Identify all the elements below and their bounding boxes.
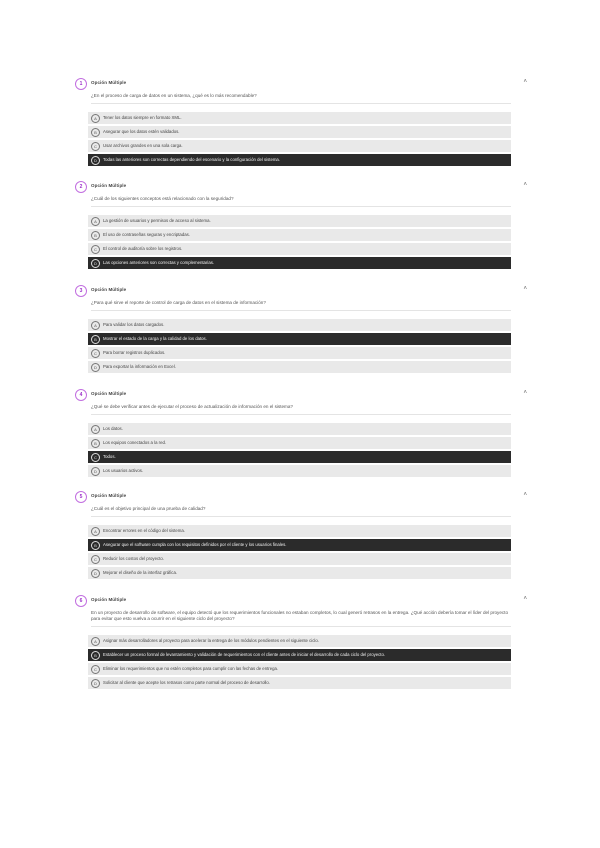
option-text: Las opciones anteriores son correctas y complementarias. [103, 260, 215, 265]
option-letter: D [91, 259, 100, 268]
question-3 [75, 285, 527, 375]
option-text: Eliminar los requerimientos que no estén completos para cumplir con las fechas de entrega. [103, 666, 279, 671]
option-text: Asignar más desarrolladores al proyecto para acelerar la entrega de los módulos pendientes en el siguiente ciclo. [103, 638, 319, 643]
divider [91, 103, 511, 104]
question-text: ¿Cuál es el objetivo principal de una prueba de calidad? [91, 506, 206, 511]
question-text: ¿Para qué sirve el reporte de control de carga de datos en el sistema de información? [91, 300, 266, 305]
question-6 [75, 595, 527, 691]
option-text: Para borrar registros duplicados. [103, 350, 166, 355]
question-type-label: Opción Múltiple [91, 493, 127, 498]
option-text: El uso de contraseñas seguras y encriptadas. [103, 232, 190, 237]
option-letter: B [91, 128, 100, 137]
option-text: La gestión de usuarios y permisos de acceso al sistema. [103, 218, 211, 223]
question-2 [75, 181, 527, 271]
question-header [75, 389, 527, 403]
option-b-selected[interactable] [88, 333, 511, 345]
options-list [88, 525, 511, 579]
option-letter: C [91, 349, 100, 358]
option-letter: C [91, 555, 100, 564]
option-a[interactable] [88, 635, 511, 647]
question-text: ¿Qué se debe verificar antes de ejecutar el proceso de actualización de información en el sistema? [91, 404, 293, 409]
divider [91, 516, 511, 517]
question-type-label: Opción Múltiple [91, 183, 127, 188]
chevron-up-icon[interactable]: ˄ [523, 79, 527, 85]
question-header [75, 595, 527, 609]
option-letter: D [91, 156, 100, 165]
options-list [88, 319, 511, 373]
option-a[interactable] [88, 525, 511, 537]
option-letter: D [91, 569, 100, 578]
option-d-selected[interactable] [88, 257, 511, 269]
chevron-up-icon[interactable]: ˄ [523, 596, 527, 602]
question-text: ¿Cuál de los siguientes conceptos está relacionado con la seguridad? [91, 196, 234, 201]
option-text: Solicitar al cliente que acepte los retrasos como parte normal del proceso de desarrollo. [103, 680, 270, 685]
option-c-selected[interactable] [88, 451, 511, 463]
option-text: Asegurar que el software cumpla con los requisitos definidos por el cliente y los usuarios finales. [103, 542, 287, 547]
option-letter: B [91, 231, 100, 240]
option-b[interactable] [88, 437, 511, 449]
option-letter: A [91, 321, 100, 330]
option-letter: B [91, 335, 100, 344]
option-text: Para validar los datos cargados. [103, 322, 165, 327]
option-letter: B [91, 651, 100, 660]
question-4 [75, 389, 527, 479]
question-header [75, 285, 527, 299]
option-text: Establecer un proceso formal de levantamiento y validación de requerimientos con el cliente antes de iniciar el desarrollo de cada ciclo del proyecto. [103, 652, 386, 657]
question-1 [75, 78, 527, 168]
option-text: Usar archivos grandes en una sola carga. [103, 143, 183, 148]
options-list [88, 635, 511, 689]
option-b[interactable] [88, 126, 511, 138]
option-a[interactable] [88, 319, 511, 331]
divider [91, 206, 511, 207]
option-text: Todos. [103, 454, 116, 459]
question-number-badge: 2 [75, 181, 87, 193]
question-type-label: Opción Múltiple [91, 287, 127, 292]
option-d[interactable] [88, 361, 511, 373]
question-type-label: Opción Múltiple [91, 391, 127, 396]
option-d[interactable] [88, 677, 511, 689]
option-text: Los equipos conectados a la red. [103, 440, 167, 445]
option-d[interactable] [88, 465, 511, 477]
option-c[interactable] [88, 347, 511, 359]
option-b-selected[interactable] [88, 539, 511, 551]
question-header [75, 181, 527, 195]
question-5 [75, 491, 527, 581]
option-a[interactable] [88, 423, 511, 435]
option-letter: C [91, 142, 100, 151]
option-letter: C [91, 453, 100, 462]
option-text: Los datos. [103, 426, 123, 431]
option-letter: D [91, 467, 100, 476]
option-letter: A [91, 217, 100, 226]
option-c[interactable] [88, 663, 511, 675]
question-number-badge: 5 [75, 491, 87, 503]
option-letter: D [91, 363, 100, 372]
option-d[interactable] [88, 567, 511, 579]
question-header [75, 491, 527, 505]
options-list [88, 215, 511, 269]
option-letter: A [91, 425, 100, 434]
option-letter: B [91, 541, 100, 550]
option-letter: A [91, 527, 100, 536]
chevron-up-icon[interactable]: ˄ [523, 286, 527, 292]
question-number-badge: 4 [75, 389, 87, 401]
option-text: Reducir los costos del proyecto. [103, 556, 164, 561]
option-text: Todas las anteriores son correctas dependiendo del escenario y la configuración del sistema. [103, 157, 280, 162]
question-number-badge: 3 [75, 285, 87, 297]
divider [91, 626, 511, 627]
option-letter: A [91, 637, 100, 646]
question-text: En un proyecto de desarrollo de software, el equipo detectó que los requerimientos funcionales no estaban completos, lo cual generó retrasos en la entrega. ¿Qué acción debería tomar el líder del proyecto para evitar que esto vuelva a ocurrir en el siguiente ciclo del proyecto? [91, 610, 509, 621]
question-number-badge: 6 [75, 595, 87, 607]
options-list [88, 112, 511, 166]
option-letter: A [91, 114, 100, 123]
option-text: Tener los datos siempre en formato XML. [103, 115, 182, 120]
question-header [75, 78, 527, 92]
option-a[interactable] [88, 215, 511, 227]
option-c[interactable] [88, 553, 511, 565]
option-b-selected[interactable] [88, 649, 511, 661]
option-letter: C [91, 665, 100, 674]
question-type-label: Opción Múltiple [91, 80, 127, 85]
chevron-up-icon[interactable]: ˄ [523, 182, 527, 188]
option-text: Los usuarios activos. [103, 468, 144, 473]
option-text: Mostrar el estado de la carga y la calidad de los datos. [103, 336, 207, 341]
option-text: Asegurar que los datos estén validados. [103, 129, 180, 134]
options-list [88, 423, 511, 477]
question-number-badge: 1 [75, 78, 87, 90]
option-text: Para exportar la información en Excel. [103, 364, 176, 369]
question-type-label: Opción Múltiple [91, 597, 127, 602]
option-c[interactable] [88, 140, 511, 152]
option-a[interactable] [88, 112, 511, 124]
divider [91, 414, 511, 415]
option-c[interactable] [88, 243, 511, 255]
option-text: Mejorar el diseño de la interfaz gráfica. [103, 570, 178, 575]
option-letter: B [91, 439, 100, 448]
question-text: ¿En el proceso de carga de datos en un sistema, ¿qué es lo más recomendable? [91, 93, 257, 98]
chevron-up-icon[interactable]: ˄ [523, 390, 527, 396]
option-b[interactable] [88, 229, 511, 241]
divider [91, 310, 511, 311]
option-letter: D [91, 679, 100, 688]
chevron-up-icon[interactable]: ˄ [523, 492, 527, 498]
option-letter: C [91, 245, 100, 254]
option-text: El control de auditoría sobre los registros. [103, 246, 183, 251]
option-d-selected[interactable] [88, 154, 511, 166]
option-text: Encontrar errores en el código del sistema. [103, 528, 185, 533]
